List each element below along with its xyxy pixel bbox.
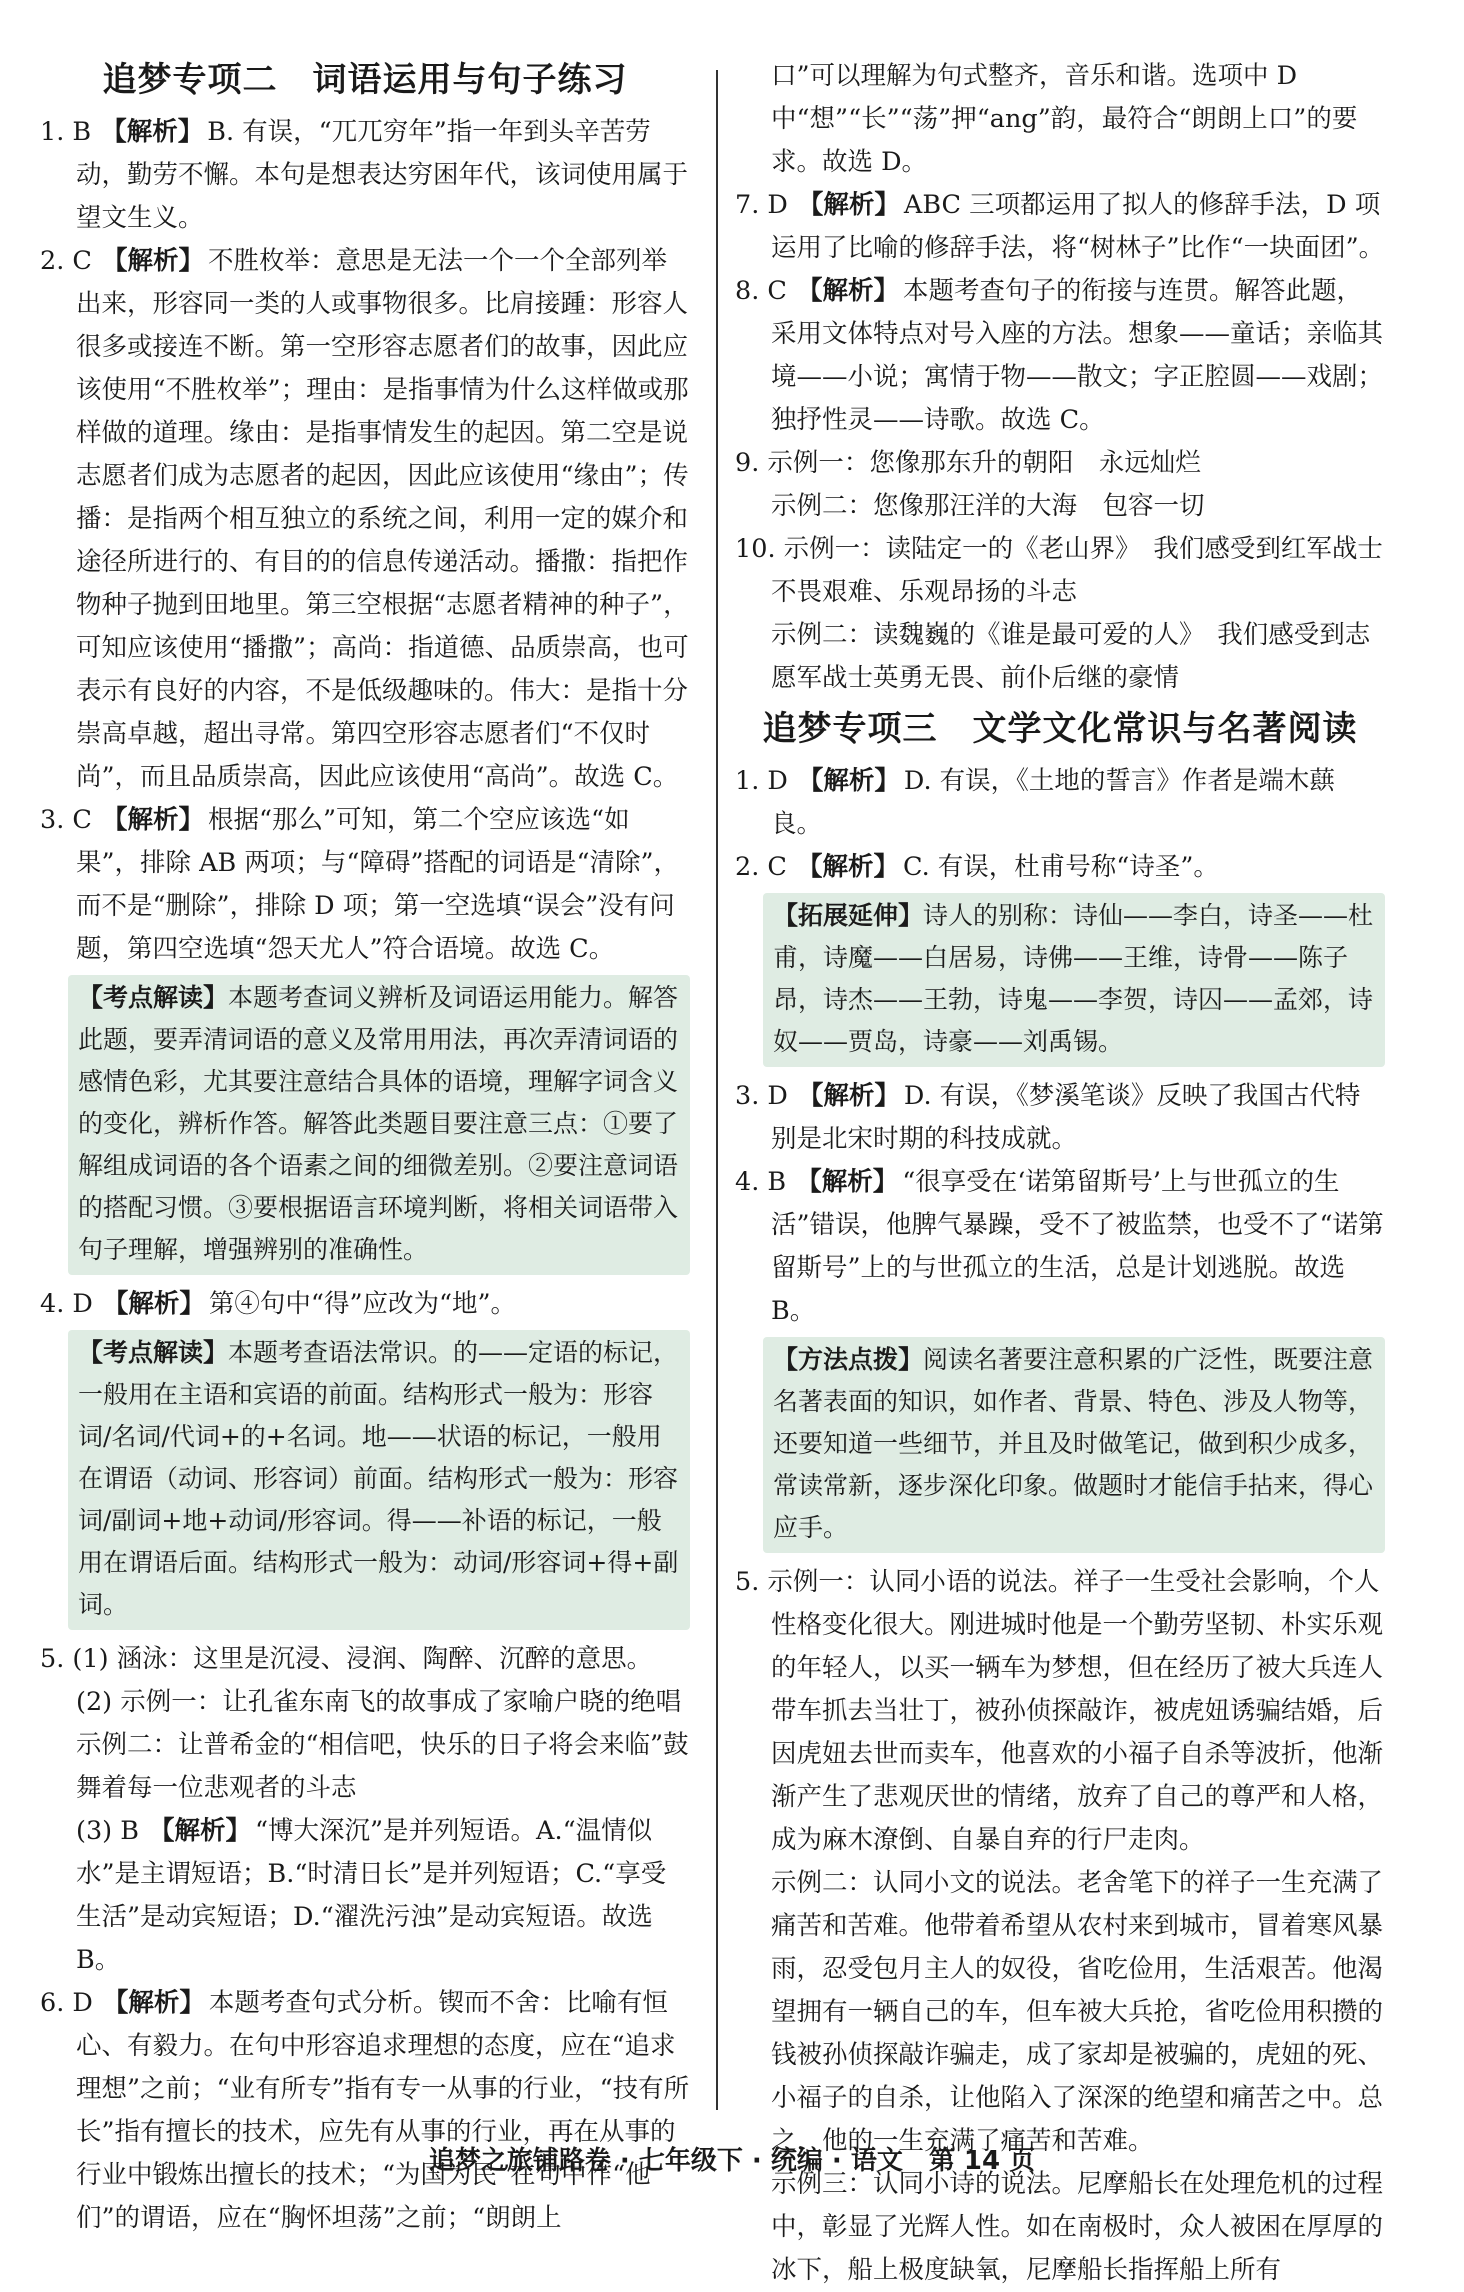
answer-s2-q2: [40, 240, 690, 799]
answer-text: B. 有误，“兀兀穷年”指一年到头辛苦劳动，勤劳不懈。本句是想表达穷困年代，该词使用属于望文生义。: [76, 117, 689, 233]
answer-number: 8. C: [735, 276, 787, 306]
answer-number: 2. C: [735, 852, 787, 882]
analysis-tag: 【解析】: [797, 766, 900, 796]
answer-text: 本题考查句式分析。锲而不舍：比喻有恒心、有毅力。在句中形容追求理想的态度，应在“追求理想”之前；“业有所专”指有专一从事的行业，“技有所长”指有擅长的技术，应先有从事的行业，再在从事的行业中锻炼出擅长的技术；“为国为民”在句中作“他们”的谓语，应在“胸怀坦荡”之前；“朗朗上: [76, 1988, 690, 2233]
answer-s2-q3: [40, 799, 690, 971]
answer-s2-q10-a: 10. 示例一：读陆定一的《老山界》 我们感受到红军战士不畏艰难、乐观昂扬的斗志: [735, 534, 1383, 607]
analysis-tag: 【解析】: [101, 805, 204, 835]
answer-text: 不胜枚举：意思是无法一个一个全部列举出来，形容同一类的人或事物很多。比肩接踵：形容人很多或接连不断。第一空形容志愿者们的故事，因此应该使用“不胜枚举”；理由：是指事情为什么这样做或那样做的道理。缘由：是指事情发生的起因。第二空是说志愿者们成为志愿者的起因，因此应该使用“缘由”；传播：是指两个相互独立的系统之间，利用一定的媒介和途径所进行的、有目的的信息传递活动。播撒：指把作物种子抛到田地里。第三空根据“志愿者精神的种子”，可知应该使用“播撒”；高尚：指道德、品质崇高，也可表示有良好的内容，不是低级趣味的。伟大：是指十分崇高卓越，超出寻常。第四空形容志愿者们“不仅时尚”，而且品质崇高，因此应该使用“高尚”。故选 C。: [76, 246, 689, 792]
left-column: [40, 55, 690, 2240]
extension-box: [763, 893, 1385, 1067]
answer-s3-q5-c: 示例三：认同小诗的说法。尼摩船长在处理危机的过程中，彰显了光辉人性。如在南极时，众人被困在厚厚的冰下，船上极度缺氧，尼摩船长指挥船上所有: [771, 2169, 1384, 2285]
answer-s2-q4: [40, 1283, 690, 1326]
analysis-tag: 【解析】: [148, 1816, 251, 1846]
box-text: 本题考查词义辨析及词语运用能力。解答此题，要弄清词语的意义及常用用法，再次弄清词语的感情色彩，尤其要注意结合具体的语境，理解字词含义的变化，辨析作答。解答此类题目要注意三点：①要了解组成词语的各个语素之间的细微差别。②要注意词语的搭配习惯。③要根据语言环境判断，将相关词语带入句子理解，增强辨别的准确性。: [78, 983, 679, 1264]
key-point-box: [68, 975, 690, 1275]
analysis-tag: 【解析】: [797, 190, 900, 220]
answer-s2-q5-2: (2) 示例一：让孔雀东南飞的故事成了家喻户晓的绝唱: [76, 1687, 682, 1717]
section-title-3: 追梦专项三 文学文化常识与名著阅读: [762, 709, 1358, 749]
answer-text: 第④句中“得”应改为“地”。: [208, 1289, 517, 1319]
answer-number: (3) B: [76, 1816, 139, 1846]
method-box: [763, 1337, 1385, 1553]
answer-text: C. 有误，杜甫号称“诗圣”。: [902, 852, 1219, 882]
page-footer: 追梦之旅铺路卷 · 七年级下 · 统编 · 语文 第 14 页: [428, 2146, 1036, 2176]
extension-tag: 【拓展延伸】: [773, 901, 924, 930]
answer-s2-q9-b: 示例二：您像那汪洋的大海 包容一切: [771, 491, 1205, 521]
answer-s2-q5-3: 示例二：让普希金的“相信吧，快乐的日子将会来临”鼓舞着每一位悲观者的斗志: [76, 1730, 689, 1803]
answer-text: D. 有误，《梦溪笔谈》反映了我国古代特别是北宋时期的科技成就。: [771, 1081, 1361, 1154]
answer-s3-q5-a: 5. 示例一：认同小语的说法。祥子一生受社会影响，个人性格变化很大。刚进城时他是一个勤劳坚韧、朴实乐观的年轻人，以买一辆车为梦想，但在经历了被大兵连人带车抓去当壮丁，被孙侦探敲诈，被虎妞诱骗结婚，后因虎妞去世而卖车，他喜欢的小福子自杀等波折，他渐渐产生了悲观厌世的情绪，放弃了自己的尊严和人格，成为麻木潦倒、自暴自弃的行尸走肉。: [735, 1567, 1384, 1855]
key-point-box: [68, 1330, 690, 1630]
analysis-tag: 【解析】: [797, 1081, 900, 1111]
method-tag: 【方法点拨】: [773, 1345, 924, 1374]
analysis-tag: 【解析】: [102, 1289, 205, 1319]
answer-number: 4. B: [735, 1167, 787, 1197]
analysis-tag: 【解析】: [102, 1988, 205, 2018]
box-text: 本题考查语法常识。的——定语的标记，一般用在主语和宾语的前面。结构形式一般为：形容词/名词/代词+的+名词。地——状语的标记，一般用在谓语（动词、形容词）前面。结构形式一般为：形容词/副词+地+动词/形容词。得——补语的标记，一般用在谓语后面。结构形式一般为：动词/形容词+得+副词。: [78, 1338, 679, 1619]
answer-number: 3. D: [735, 1081, 788, 1111]
answer-number: 7. D: [735, 190, 788, 220]
answer-number: 6. D: [40, 1988, 93, 2018]
answer-s2-q6: [40, 1982, 690, 2240]
answer-s2-q9-a: 9. 示例一：您像那东升的朝阳 永远灿烂: [735, 448, 1201, 478]
answer-s2-q10-b: 示例二：读魏巍的《谁是最可爱的人》 我们感受到志愿军战士英勇无畏、前仆后继的豪情: [771, 620, 1371, 693]
analysis-tag: 【解析】: [796, 852, 899, 882]
answer-text: 根据“那么”可知，第二个空应该选“如果”，排除 AB 两项；与“障碍”搭配的词语是“清除”，而不是“删除”，排除 D 项；第一空选填“误会”没有问题，第四空选填“怨天尤人”符合语境。故选 C。: [76, 805, 680, 964]
key-point-tag: 【考点解读】: [78, 983, 229, 1012]
answer-s3-q2: [735, 846, 1385, 889]
column-divider: [716, 70, 718, 2110]
answer-number: 4. D: [40, 1289, 93, 1319]
analysis-tag: 【解析】: [796, 276, 899, 306]
right-column: [735, 55, 1385, 2292]
answer-text: “很享受在‘诺第留斯号’上与世孤立的生活”错误，他脾气暴躁，受不了被监禁，也受不了“诺第留斯号”上的与世孤立的生活，总是计划逃脱。故选 B。: [771, 1167, 1384, 1326]
analysis-tag: 【解析】: [796, 1167, 899, 1197]
answer-text: ABC 三项都运用了拟人的修辞手法，D 项运用了比喻的修辞手法，将“树林子”比作“一块面团”。: [771, 190, 1385, 263]
answer-number: 1. D: [735, 766, 788, 796]
answer-text: D. 有误，《土地的誓言》作者是端木蕻良。: [771, 766, 1335, 839]
answer-s2-q6-continued: 口”可以理解为句式整齐，音乐和谐。选项中 D 中“想”“长”“荡”押“ang”韵，最符合“朗朗上口”的要求。故选 D。: [771, 61, 1358, 177]
box-text: 阅读名著要注意积累的广泛性，既要注意名著表面的知识，如作者、背景、特色、涉及人物等，还要知道一些细节，并且及时做笔记，做到积少成多，常读常新，逐步深化印象。做题时才能信手拈来，得心应手。: [773, 1345, 1374, 1542]
answer-s3-q5-b: 示例二：认同小文的说法。老舍笔下的祥子一生充满了痛苦和苦难。他带着希望从农村来到城市，冒着寒风暴雨，忍受包月主人的奴役，省吃俭用，生活艰苦。他渴望拥有一辆自己的车，但车被大兵抢，省吃俭用积攒的钱被孙侦探敲诈骗走，成了家却是被骗的，虎妞的死、小福子的自杀，让他陷入了深深的绝望和痛苦之中。总之，他的一生充满了痛苦和苦难。: [771, 1868, 1384, 2156]
answer-s3-q3: [735, 1075, 1385, 1161]
answer-s3-q4: [735, 1161, 1385, 1333]
answer-text: “博大深沉”是并列短语。A.“温情似水”是主谓短语；B.“时清日长”是并列短语；C.“享受生活”是动宾短语；D.“濯洗污浊”是动宾短语。故选 B。: [76, 1816, 667, 1975]
section-title-2: 追梦专项二 词语运用与句子练习: [102, 60, 628, 100]
answer-number: 3. C: [40, 805, 92, 835]
answer-s2-q5-4: [40, 1810, 690, 1982]
answer-s3-q1: [735, 760, 1385, 846]
analysis-tag: 【解析】: [101, 117, 204, 147]
box-text: 诗人的别称：诗仙——李白，诗圣——杜甫，诗魔——白居易，诗佛——王维，诗骨——陈子昂，诗杰——王勃，诗鬼——李贺，诗囚——孟郊，诗奴——贾岛，诗豪——刘禹锡。: [773, 901, 1374, 1056]
answer-s2-q5-1: 5. (1) 涵泳：这里是沉浸、浸润、陶醉、沉醉的意思。: [40, 1644, 653, 1674]
answer-number: 1. B: [40, 117, 92, 147]
answer-text: 本题考查句子的衔接与连贯。解答此题，采用文体特点对号入座的方法。想象——童话；亲临其境——小说；寓情于物——散文；字正腔圆——戏剧；独抒性灵——诗歌。故选 C。: [771, 276, 1384, 435]
answer-s2-q8: [735, 270, 1385, 442]
analysis-tag: 【解析】: [101, 246, 204, 276]
answer-number: 2. C: [40, 246, 92, 276]
answer-s2-q1: [40, 111, 690, 240]
answer-s2-q7: [735, 184, 1385, 270]
key-point-tag: 【考点解读】: [78, 1338, 229, 1367]
